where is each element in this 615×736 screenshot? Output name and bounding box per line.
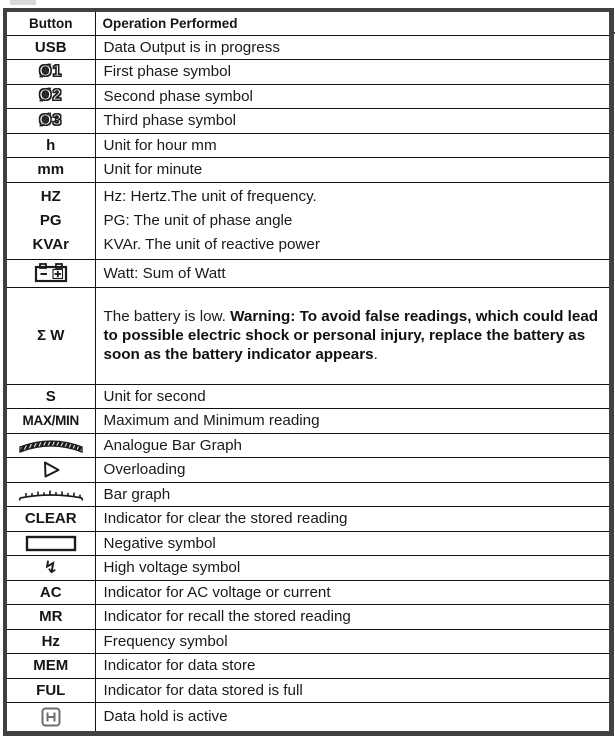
operation-text: Analogue Bar Graph	[103, 436, 242, 454]
operation-text: High voltage symbol	[103, 559, 241, 577]
table-row	[7, 703, 609, 731]
table-row	[7, 482, 609, 507]
operation-cell	[95, 703, 609, 731]
table-row	[7, 60, 609, 85]
phase-symbol-label: Ø3	[39, 111, 63, 129]
data-hold-icon	[41, 707, 61, 727]
button-cell	[7, 482, 95, 507]
operation-cell	[95, 158, 609, 183]
button-cell	[7, 580, 95, 605]
operation-cell	[95, 84, 609, 109]
operation-text: Second phase symbol	[103, 87, 253, 105]
table-row	[7, 182, 609, 259]
operation-cell	[95, 605, 609, 630]
button-label: KVAr	[32, 235, 69, 253]
table-row	[7, 35, 609, 60]
bar-graph-scale-icon	[18, 487, 84, 502]
button-cell	[7, 35, 95, 60]
operation-cell	[95, 678, 609, 703]
button-cell	[7, 259, 95, 287]
negative-rectangle-icon	[24, 535, 78, 552]
button-label: AC	[39, 583, 62, 601]
button-cell	[7, 507, 95, 532]
button-cell	[7, 287, 95, 384]
table-row	[7, 158, 609, 183]
operation-text: KVAr. The unit of reactive power	[103, 235, 320, 253]
table-row	[7, 605, 609, 630]
operation-text: Bar graph	[103, 485, 171, 503]
operation-cell	[95, 580, 609, 605]
operation-text: Unit for second	[103, 387, 206, 405]
operation-cell	[95, 384, 609, 409]
button-label: MEM	[33, 657, 69, 675]
button-cell	[7, 60, 95, 85]
operation-text: Negative symbol	[103, 534, 216, 552]
operation-cell	[95, 60, 609, 85]
header-row	[7, 12, 609, 35]
operation-cell	[95, 531, 609, 556]
operation-cell	[95, 482, 609, 507]
operation-cell	[95, 133, 609, 158]
button-label: FUL	[36, 681, 66, 699]
button-label: Σ W	[37, 327, 65, 344]
column-header-operation: Operation Performed	[95, 12, 609, 35]
operation-text: Frequency symbol	[103, 632, 228, 650]
button-cell	[7, 678, 95, 703]
operation-cell	[95, 259, 609, 287]
operation-cell	[95, 433, 609, 458]
table-row	[7, 507, 609, 532]
button-label: CLEAR	[24, 510, 77, 528]
operation-cell	[95, 287, 609, 384]
table-row	[7, 654, 609, 679]
battery-low-icon	[32, 262, 70, 284]
operation-cell	[95, 458, 609, 483]
operation-text: Hz: Hertz.The unit of frequency.	[103, 187, 317, 205]
button-cell	[7, 556, 95, 581]
button-cell	[7, 433, 95, 458]
operation-text: PG: The unit of phase angle	[103, 211, 293, 229]
button-cell	[7, 703, 95, 731]
indicator-table-frame	[3, 8, 614, 736]
phase-symbol-label: Ø2	[39, 87, 63, 105]
operation-text: Indicator for data store	[103, 657, 256, 675]
operation-text: Indicator for data stored is full	[103, 681, 303, 699]
table-row	[7, 384, 609, 409]
button-cell	[7, 158, 95, 183]
high-voltage-icon: ↯	[43, 557, 58, 578]
operation-text: Third phase symbol	[103, 112, 237, 130]
analogue-bar-graph-icon	[18, 437, 84, 454]
button-label: MR	[39, 608, 63, 626]
button-label: MAX/MIN	[22, 413, 79, 429]
operation-text: Maximum and Minimum reading	[103, 412, 320, 430]
table-row	[7, 556, 609, 581]
table-row	[7, 678, 609, 703]
operation-text: Unit for hour mm	[103, 136, 217, 154]
table-row	[7, 259, 609, 287]
column-header-button: Button	[7, 12, 95, 35]
operation-text: Unit for minute	[103, 161, 203, 179]
button-cell	[7, 654, 95, 679]
table-row	[7, 109, 609, 134]
overload-triangle-icon	[39, 459, 63, 480]
button-label: mm	[37, 161, 65, 179]
operation-cell	[95, 629, 609, 654]
table-row	[7, 287, 609, 384]
operation-text: Indicator for clear the stored reading	[103, 510, 348, 528]
table-row	[7, 84, 609, 109]
operation-cell	[95, 409, 609, 434]
button-cell	[7, 384, 95, 409]
scan-artifact	[10, 0, 36, 5]
button-cell	[7, 531, 95, 556]
operation-cell	[95, 109, 609, 134]
button-cell	[7, 84, 95, 109]
operation-text: First phase symbol	[103, 63, 231, 81]
button-label: USB	[34, 38, 67, 56]
table-row	[7, 133, 609, 158]
operation-text: Indicator for AC voltage or current	[103, 583, 331, 601]
operation-cell	[95, 654, 609, 679]
button-label: h	[46, 136, 56, 154]
operation-warning-text: Warning: To avoid false readings, which could lead to possible electric shock or personal injury, replace the battery as soon as the battery indicator appears	[103, 308, 599, 363]
button-cell	[7, 409, 95, 434]
button-label: HZ	[40, 187, 61, 205]
operation-text: Data hold is active	[103, 708, 228, 726]
operation-cell	[95, 556, 609, 581]
button-label: Hz	[41, 632, 60, 650]
operation-text: Overloading	[103, 461, 186, 479]
table-row	[7, 409, 609, 434]
operation-text: Indicator for recall the stored reading	[103, 608, 351, 626]
button-label: PG	[39, 211, 62, 229]
operation-text: The battery is low.	[103, 308, 231, 325]
button-cell	[7, 109, 95, 134]
table-row	[7, 580, 609, 605]
button-cell	[7, 458, 95, 483]
table-row	[7, 629, 609, 654]
table-row	[7, 531, 609, 556]
operation-cell	[95, 182, 609, 259]
button-cell	[7, 629, 95, 654]
operation-cell	[95, 507, 609, 532]
table-row	[7, 433, 609, 458]
operation-text: Data Output is in progress	[103, 38, 280, 56]
indicator-table	[7, 12, 609, 731]
button-label: S	[45, 387, 56, 405]
table-row	[7, 458, 609, 483]
button-cell	[7, 182, 95, 259]
operation-cell	[95, 35, 609, 60]
phase-symbol-label: Ø1	[39, 62, 63, 80]
operation-text: Watt: Sum of Watt	[103, 264, 226, 282]
operation-text: .	[373, 346, 378, 363]
button-cell	[7, 133, 95, 158]
button-cell	[7, 605, 95, 630]
